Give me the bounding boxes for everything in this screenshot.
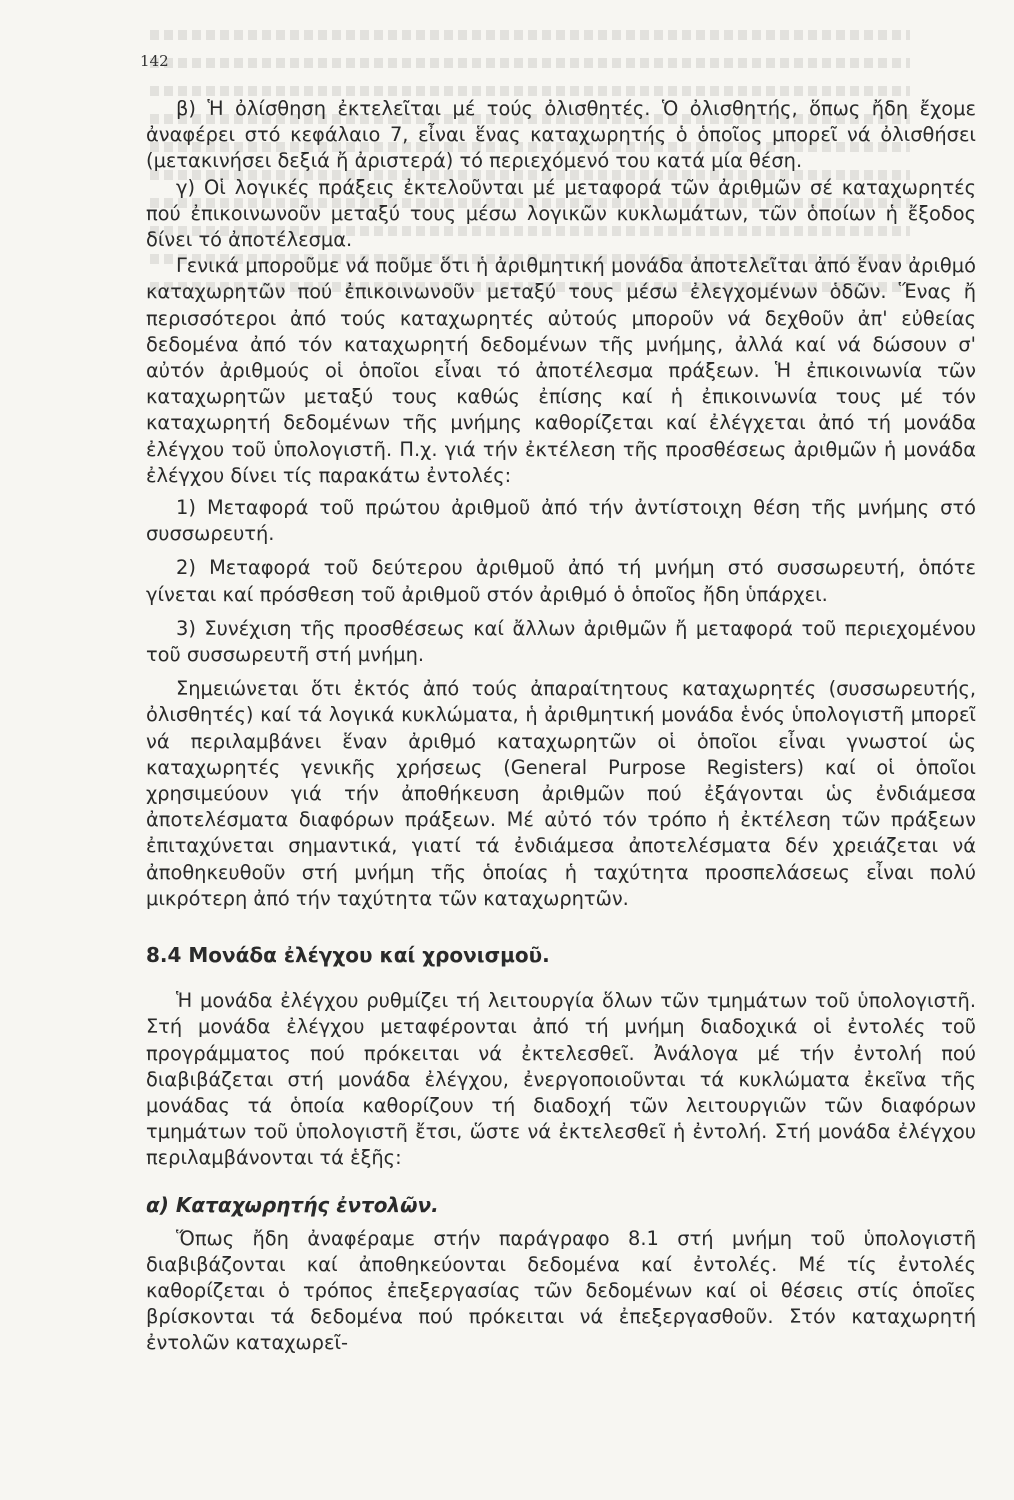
page-body xyxy=(146,96,976,1357)
paragraph-general: Γενικά μποροῦμε νά ποῦμε ὅτι ἡ ἀριθμητική μονάδα ἀποτελεῖται ἀπό ἕναν ἀριθμό καταχωρητῶν πού ἐπικοινωνοῦν μεταξύ τους μέσω ἐλεγχομένων ὁδῶν. Ἕνας ἤ περισσότεροι ἀπό τούς καταχωρητές αὐτούς μποροῦν νά δεχθοῦν ἀπ' εὐθείας δεδομένα ἀπό τόν καταχωρητή δεδομένων τῆς μνήμης, ἀλλά καί νά δώσουν σ' αὐτόν ἀριθμούς οἱ ὁποῖοι εἶναι τό ἀποτέλεσμα πράξεων. Ἡ ἐπικοινωνία τῶν καταχωρητῶν μεταξύ τους καθώς ἐπίσης καί ἡ ἐπικοινωνία τους μέ τόν καταχωρητή δεδομένων τῆς μνήμης καθορίζεται καί ἐλέγχεται ἀπό τή μονάδα ἐλέγχου τοῦ ὑπολογιστῆ. Π.χ. γιά τήν ἐκτέλεση τῆς προσθέσεως ἀριθμῶν ἡ μονάδα ἐλέγχου δίνει τίς παρακάτω ἐντολές: xyxy=(146,254,976,487)
sub-heading: α) Καταχωρητής ἐντολῶν. xyxy=(146,1192,439,1217)
section-heading: 8.4 Μονάδα ἐλέγχου καί χρονισμοῦ. xyxy=(146,943,550,968)
paragraph-gamma: γ) Οἱ λογικές πράξεις ἐκτελοῦνται μέ μεταφορά τῶν ἀριθμῶν σέ καταχωρητές πού ἐπικοινωνοῦν μεταξύ τους μέσω λογικῶν κυκλωμάτων, τῶν ὁποίων ἡ ἔξοδος δίνει τό ἀποτέλεσμα. xyxy=(146,175,976,252)
list-item: 2) Μεταφορά τοῦ δεύτερου ἀριθμοῦ ἀπό τή μνήμη στό συσσωρευτή, ὁπότε γίνεται καί πρόσθεση τοῦ ἀριθμοῦ στόν ἀριθμό ὁ ὁποῖος ἤδη ὑπάρχει. xyxy=(146,556,976,606)
paragraph-control-unit: Ἡ μονάδα ἐλέγχου ρυθμίζει τή λειτουργία ὅλων τῶν τμημάτων τοῦ ὑπολογιστῆ. Στή μονάδα ἐλέγχου μεταφέρονται ἀπό τή μνήμη διαδοχικά οἱ ἐντολές τοῦ προγράμματος πού πρόκειται νά ἐκτελεσθεῖ. Ἀνάλογα μέ τήν ἐντολή πού διαβιβάζεται στή μονάδα ἐλέγχου, ἐνεργοποιοῦνται τά κυκλώματα ἐκεῖνα τῆς μονάδας τά ὁποία καθορίζουν τή διαδοχή τῶν λειτουργιῶν τῶν διαφόρων τμημάτων τοῦ ὑπολογιστῆ ἔτσι, ὥστε νά ἐκτελεσθεῖ ἡ ἐντολή. Στή μονάδα ἐλέγχου περιλαμβάνονται τά ἑξῆς: xyxy=(146,989,976,1170)
page-number: 142 xyxy=(140,52,169,70)
paragraph-instruction-register: Ὅπως ἤδη ἀναφέραμε στήν παράγραφο 8.1 στή μνήμη τοῦ ὑπολογιστῆ διαβιβάζονται καί ἀποθηκεύονται δεδομένα καί ἐντολές. Μέ τίς ἐντολές καθορίζεται ὁ τρόπος ἐπεξεργασίας τῶν δεδομένων καί οἱ θέσεις στίς ὁποῖες βρίσκονται τά δεδομένα πού πρόκειται νά ἐπεξεργασθοῦν. Στόν καταχωρητή ἐντολῶν καταχωρεῖ- xyxy=(146,1226,976,1355)
paragraph-beta: β) Ἡ ὀλίσθηση ἐκτελεῖται μέ τούς ὀλισθητές. Ὁ ὀλισθητής, ὅπως ἤδη ἔχομε ἀναφέρει στό κεφάλαιο 7, εἶναι ἕνας καταχωρητής ὁ ὁποῖος μπορεῖ νά ὀλισθήσει (μετακινήσει δεξιά ἤ ἀριστερά) τό περιεχόμενό του κατά μία θέση. xyxy=(146,97,976,173)
list-item: 1) Μεταφορά τοῦ πρώτου ἀριθμοῦ ἀπό τήν ἀντίστοιχη θέση τῆς μνήμης στό συσσωρευτή. xyxy=(146,496,976,546)
list-item: 3) Συνέχιση τῆς προσθέσεως καί ἄλλων ἀριθμῶν ἤ μεταφορά τοῦ περιεχομένου τοῦ συσσωρευτῆ στή μνήμη. xyxy=(146,616,976,667)
paragraph-note: Σημειώνεται ὅτι ἐκτός ἀπό τούς ἀπαραίτητους καταχωρητές (συσσωρευτής, ὀλισθητές) καί τά λογικά κυκλώματα, ἡ ἀριθμητική μονάδα ἑνός ὑπολογιστῆ μπορεῖ νά περιλαμβάνει ἕναν ἀριθμό καταχωρητῶν οἱ ὁποῖοι εἶναι γνωστοί ὡς καταχωρητές γενικῆς χρήσεως (General Purpose Registers) καί οἱ ὁποῖοι χρησιμεύουν γιά τήν ἀποθήκευση ἀριθμῶν πού ἐξάγονται ὡς ἐνδιάμεσα ἀποτελέσματα διαφόρων πράξεων. Μέ αὐτό τόν τρόπο ἡ ἐκτέλεση τῶν πράξεων ἐπιταχύνεται σημαντικά, γιατί τά ἐνδιάμεσα ἀποτελέσματα δέν χρειάζεται νά ἀποθηκευθοῦν στή μνήμη τῆς ὁποίας ἡ ταχύτητα προσπελάσεως εἶναι πολύ μικρότερη ἀπό τήν ταχύτητα τῶν καταχωρητῶν. xyxy=(146,677,976,910)
